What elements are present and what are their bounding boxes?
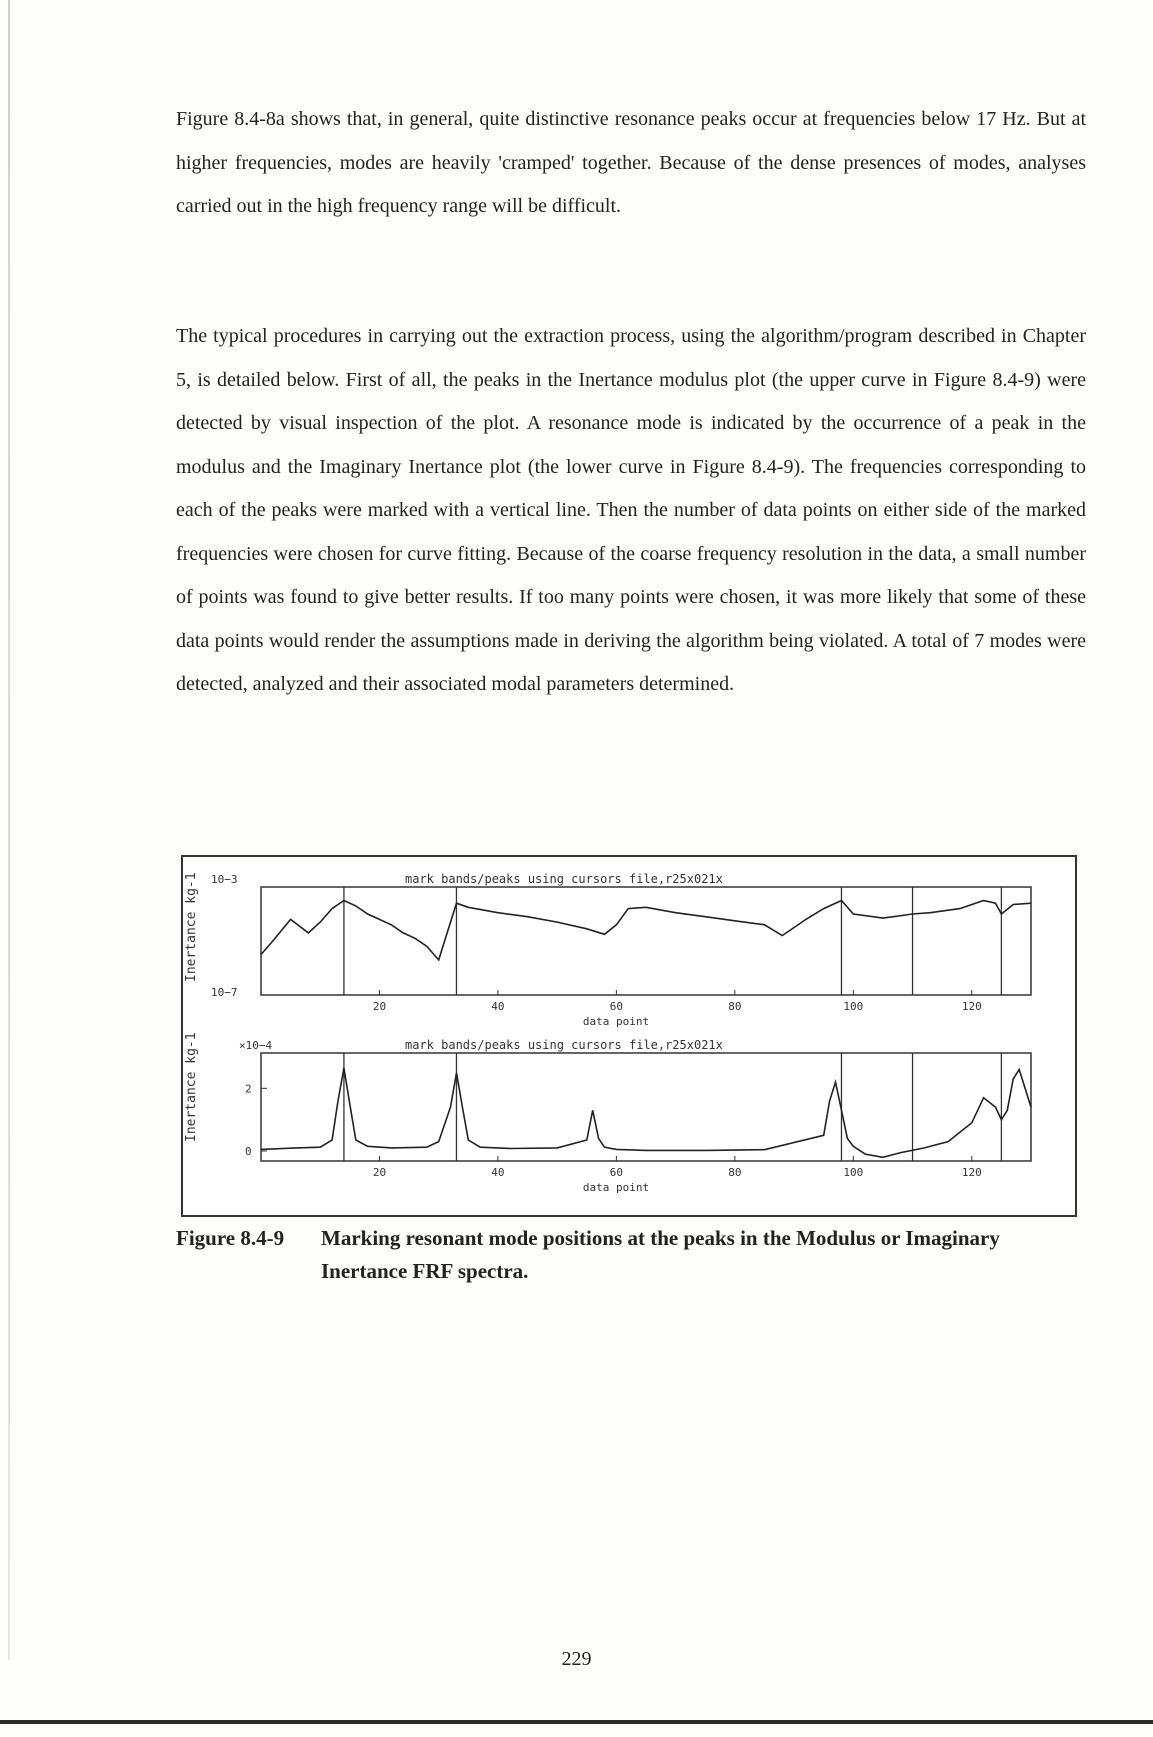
- body-paragraph-1: Figure 8.4-8a shows that, in general, quite distinctive resonance peaks occur at frequencies below 17 Hz. But at higher frequencies, modes are heavily 'cramped' together. Because of the dense presences of modes, analyses carried out in the high frequency range will be difficult.: [176, 108, 1086, 217]
- caption-label: Figure 8.4-9: [176, 1226, 285, 1250]
- figure-caption: [176, 1222, 1086, 1288]
- xtick-label-1-1: 40: [491, 1166, 505, 1179]
- lower-ytick-label-1: 2: [245, 1082, 252, 1096]
- upper-series-line: [261, 901, 1031, 960]
- upper-plot-frame: [261, 887, 1031, 995]
- xtick-label-0-5: 120: [961, 1000, 982, 1013]
- lower-ylabel: Inertance kg-1: [184, 1032, 199, 1142]
- xtick-label-1-0: 20: [372, 1166, 387, 1179]
- xtick-label-1-4: 100: [843, 1166, 864, 1179]
- xtick-label-0-1: 40: [491, 1000, 505, 1013]
- caption-text: Marking resonant mode positions at the peaks in the Modulus or Imaginary Inertance FRF spectra.: [321, 1226, 1000, 1283]
- body-paragraph-2: The typical procedures in carrying out the extraction process, using the algorithm/program described in Chapter 5, is detailed below. First of all, the peaks in the Inertance modulus plot (the upper curve in Figure 8.4-9) were detected by visual inspection of the plot. A resonance mode is indicated by the occurrence of a peak in the modulus and the Imaginary Inertance plot (the lower curve in Figure 8.4-9). The frequencies corresponding to each of the peaks were marked with a vertical line. Then the number of data points on either side of the marked frequencies were chosen for curve fitting. Because of the coarse frequency resolution in the data, a small number of points was found to give better results. If too many points were chosen, it was more likely that some of these data points would render the assumptions made in deriving the algorithm being violated. A total of 7 modes were detected, analyzed and their associated modal parameters determined.: [176, 325, 1086, 695]
- xtick-label-0-0: 20: [372, 1000, 387, 1013]
- upper-ytick-top: 10−3: [211, 873, 238, 886]
- figure-8-4-9: [181, 855, 1077, 1217]
- xtick-label-0-2: 60: [609, 1000, 624, 1013]
- frf-plots: [183, 857, 1075, 1215]
- lower-series-line: [261, 1068, 1031, 1157]
- lower-ytick-label-0: 0: [245, 1145, 252, 1158]
- upper-ylabel: Inertance kg-1: [184, 872, 199, 982]
- lower-xlabel: data point: [582, 1181, 650, 1194]
- xtick-label-0-3: 80: [728, 1000, 742, 1013]
- lower-y-multiplier: ×10−4: [239, 1039, 273, 1052]
- xtick-label-1-5: 120: [961, 1166, 982, 1179]
- page-bottom-rule: [0, 1720, 1153, 1724]
- page-edge: [8, 0, 10, 1660]
- upper-plot-title: mark bands/peaks using cursors file,r25x021x: [405, 872, 723, 886]
- xtick-label-1-3: 80: [728, 1166, 742, 1179]
- lower-plot-title: mark bands/peaks using cursors file,r25x021x: [405, 1038, 723, 1052]
- upper-ytick-bottom: 10−7: [211, 986, 238, 999]
- lower-plot-frame: [261, 1053, 1031, 1161]
- xtick-label-0-4: 100: [843, 1000, 864, 1013]
- upper-xlabel: data point: [582, 1015, 650, 1028]
- xtick-label-1-2: 60: [609, 1166, 624, 1179]
- page-number: 229: [561, 1648, 592, 1670]
